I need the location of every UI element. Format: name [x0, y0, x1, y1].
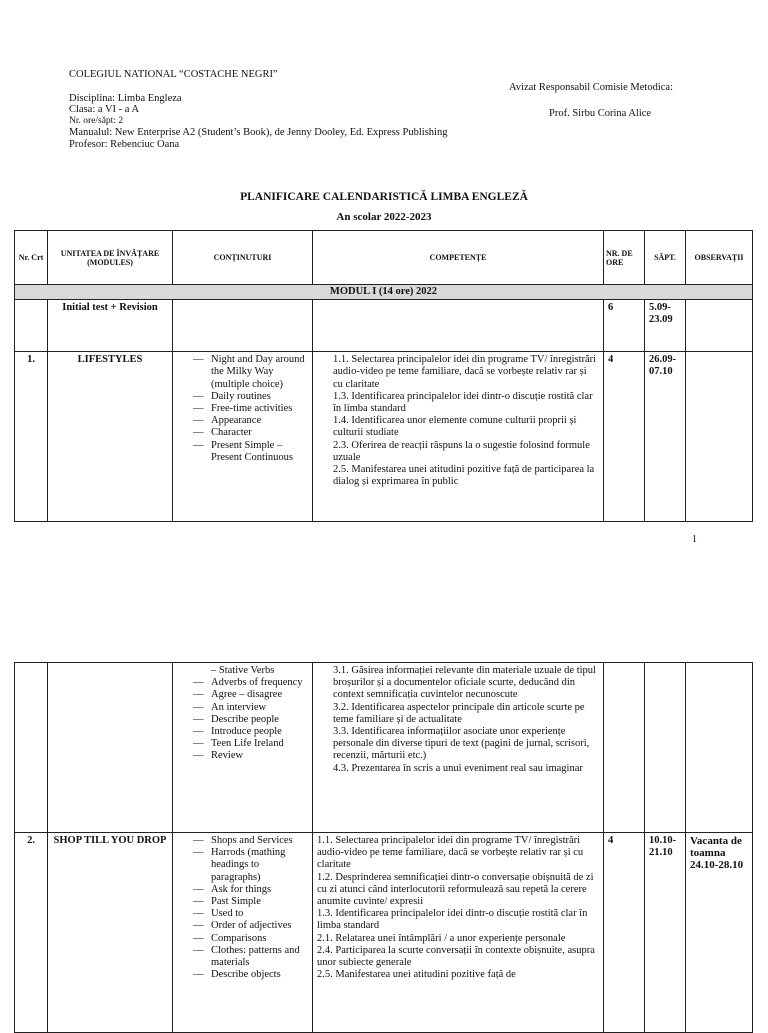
module-row — [15, 285, 753, 300]
content-item: — Used to — [193, 908, 308, 920]
unit-name: SHOP TILL YOU DROP — [48, 833, 173, 1033]
document-header — [69, 69, 447, 150]
contents-cell — [173, 352, 313, 522]
content-item: – Stative Verbs — [211, 665, 275, 676]
table-row — [15, 300, 753, 352]
content-item: — Describe objects — [193, 969, 308, 981]
competence-item: 3.3. Identificarea informațiilor asociate unor experiențe personale din diverse tipuri de text (pagini de jurnal, scrisori, recenzii, mărturii etc.) — [333, 726, 590, 762]
competences-cell — [313, 663, 604, 833]
competence-item: 1.2. Desprinderea semnificației dintr-o conversație obișnuită de zi cu zi atunci când interlocutorii reformulează sau repetă la cerere anumite cuvinte/ expresii — [317, 871, 594, 908]
school-name: COLEGIUL NATIONAL “COSTACHE NEGRI” — [69, 69, 278, 80]
document-title: PLANIFICARE CALENDARISTICĂ LIMBA ENGLEZĂ — [240, 191, 528, 203]
content-item: — Review — [193, 750, 308, 762]
content-item: — Harrods (mathing headings to paragraphs) — [193, 847, 308, 884]
competence-item: 3.2. Identificarea aspectelor principale din articole scurte pe teme familiare și de actualitate — [333, 701, 585, 725]
content-item: — Daily routines — [193, 391, 308, 403]
table-header-row — [15, 231, 753, 285]
class-line: Clasa: a VI - a A — [69, 104, 140, 115]
row-number: 2. — [15, 833, 48, 1033]
col-nr: Nr. Crt — [15, 231, 48, 285]
unit-initial-test: Initial test + Revision — [48, 300, 173, 352]
content-item: — Free-time activities — [193, 403, 308, 415]
competence-item: 2.1. Relatarea unei întâmplări / a unor experiențe personale — [317, 932, 566, 944]
teacher-line: Profesor: Rebenciuc Oana — [69, 138, 180, 150]
col-contents: CONȚINUTURI — [173, 231, 313, 285]
hours-value: 4 — [604, 352, 645, 522]
table-row — [15, 352, 753, 522]
manual-line: Manualul: New Enterprise A2 (Student’s Book), de Jenny Dooley, Ed. Express Publishing — [69, 127, 448, 138]
competences-cell — [313, 352, 604, 522]
weeks-value: 10.10-21.10 — [645, 833, 686, 1033]
competence-item: 1.4. Identificarea unor elemente comune culturii proprii și culturii studiate — [333, 415, 577, 439]
competence-item: 1.1. Selectarea principalelor idei din programe TV/ înregistrări audio-video pe teme familiare, dacă se vorbește relativ rar și cu claritate — [333, 354, 597, 390]
content-item: — Shops and Services — [193, 835, 308, 847]
approval-label: Avizat Responsabil Comisie Metodica: — [509, 82, 673, 93]
hours-initial: 6 — [604, 300, 645, 352]
content-item: — Ask for things — [193, 884, 308, 896]
content-item: — Character — [193, 427, 308, 439]
col-weeks: SĂPT. — [645, 231, 686, 285]
content-item: — Past Simple — [193, 896, 308, 908]
table-row — [15, 833, 753, 1033]
content-item: — Present Simple – Present Continuous — [193, 440, 308, 464]
competence-item: 2.5. Manifestarea unei atitudini pozitive față de — [317, 969, 516, 981]
competence-item: 3.1. Găsirea informației relevante din materiale uzuale de tipul broșurilor și a documentelor oficiale scurte, deducând din context semnificația cuvintelor necunoscute — [333, 665, 596, 701]
approval-name: Prof. Sirbu Corina Alice — [549, 108, 652, 119]
competence-item: 4.3. Prezentarea în scris a unui eveniment real sau imaginar — [333, 762, 583, 774]
competence-item: 1.3. Identificarea principalelor idei dintr-o discuție rostită clar în limba standard — [317, 908, 588, 932]
content-item: — An interview — [193, 702, 308, 714]
col-hours: NR. DE ORE — [604, 231, 645, 285]
content-item: — Describe people — [193, 714, 308, 726]
school-year: An scolar 2022-2023 — [336, 211, 432, 223]
competence-item: 2.4. Participarea la scurte conversații în contexte obișnuite, asupra unor subiecte generale — [317, 944, 595, 969]
weeks-value: 26.09-07.10 — [645, 352, 686, 522]
content-item: — Order of adjectives — [193, 920, 308, 932]
content-item: — Teen Life Ireland — [193, 738, 308, 750]
row-number: 1. — [15, 352, 48, 522]
content-item: — Night and Day around the Milky Way (multiple choice) — [193, 354, 308, 391]
hours-line: Nr. ore/săpt: 2 — [69, 115, 124, 126]
competence-item: 1.3. Identificarea principalelor idei dintr-o discuție rostită clar în limba standard — [333, 390, 593, 415]
module-title: MODUL I (14 ore) 2022 — [15, 285, 753, 300]
planning-table-page1 — [14, 230, 753, 522]
competence-item: 1.1. Selectarea principalelor idei din programe TV/ înregistrări audio-video pe teme familiare, dacă se vorbește relativ rar și cu claritate — [317, 835, 584, 871]
content-item: — Appearance — [193, 415, 308, 427]
unit-name: LIFESTYLES — [48, 352, 173, 522]
col-competences: COMPETENȚE — [313, 231, 604, 285]
hours-value: 4 — [604, 833, 645, 1033]
content-item: — Agree – disagree — [193, 689, 308, 701]
content-item: — Adverbs of frequency — [193, 677, 308, 689]
observations-value: Vacanta de toamna 24.10-28.10 — [686, 833, 753, 1033]
competence-item: 2.5. Manifestarea unei atitudini pozitive față de participarea la dialog și exprimarea în public — [333, 464, 595, 488]
content-item: — Comparisons — [193, 933, 308, 945]
col-observations: OBSERVAȚII — [686, 231, 753, 285]
competence-item: 2.3. Oferirea de reacții răspuns la o sugestie folosind formule uzuale — [333, 439, 590, 463]
planning-table-page2 — [14, 662, 753, 1033]
col-unit: UNITATEA DE ÎNVĂȚARE (MODULES) — [48, 231, 173, 285]
discipline-line: Disciplina: Limba Engleza — [69, 92, 182, 104]
content-item: — Clothes: patterns and materials — [193, 945, 308, 969]
contents-cell — [173, 663, 313, 833]
content-item: — Introduce people — [193, 726, 308, 738]
competences-cell — [313, 833, 604, 1033]
weeks-initial: 5.09-23.09 — [645, 300, 686, 352]
contents-cell — [173, 833, 313, 1033]
page-number: 1 — [692, 534, 697, 545]
table-row — [15, 663, 753, 833]
